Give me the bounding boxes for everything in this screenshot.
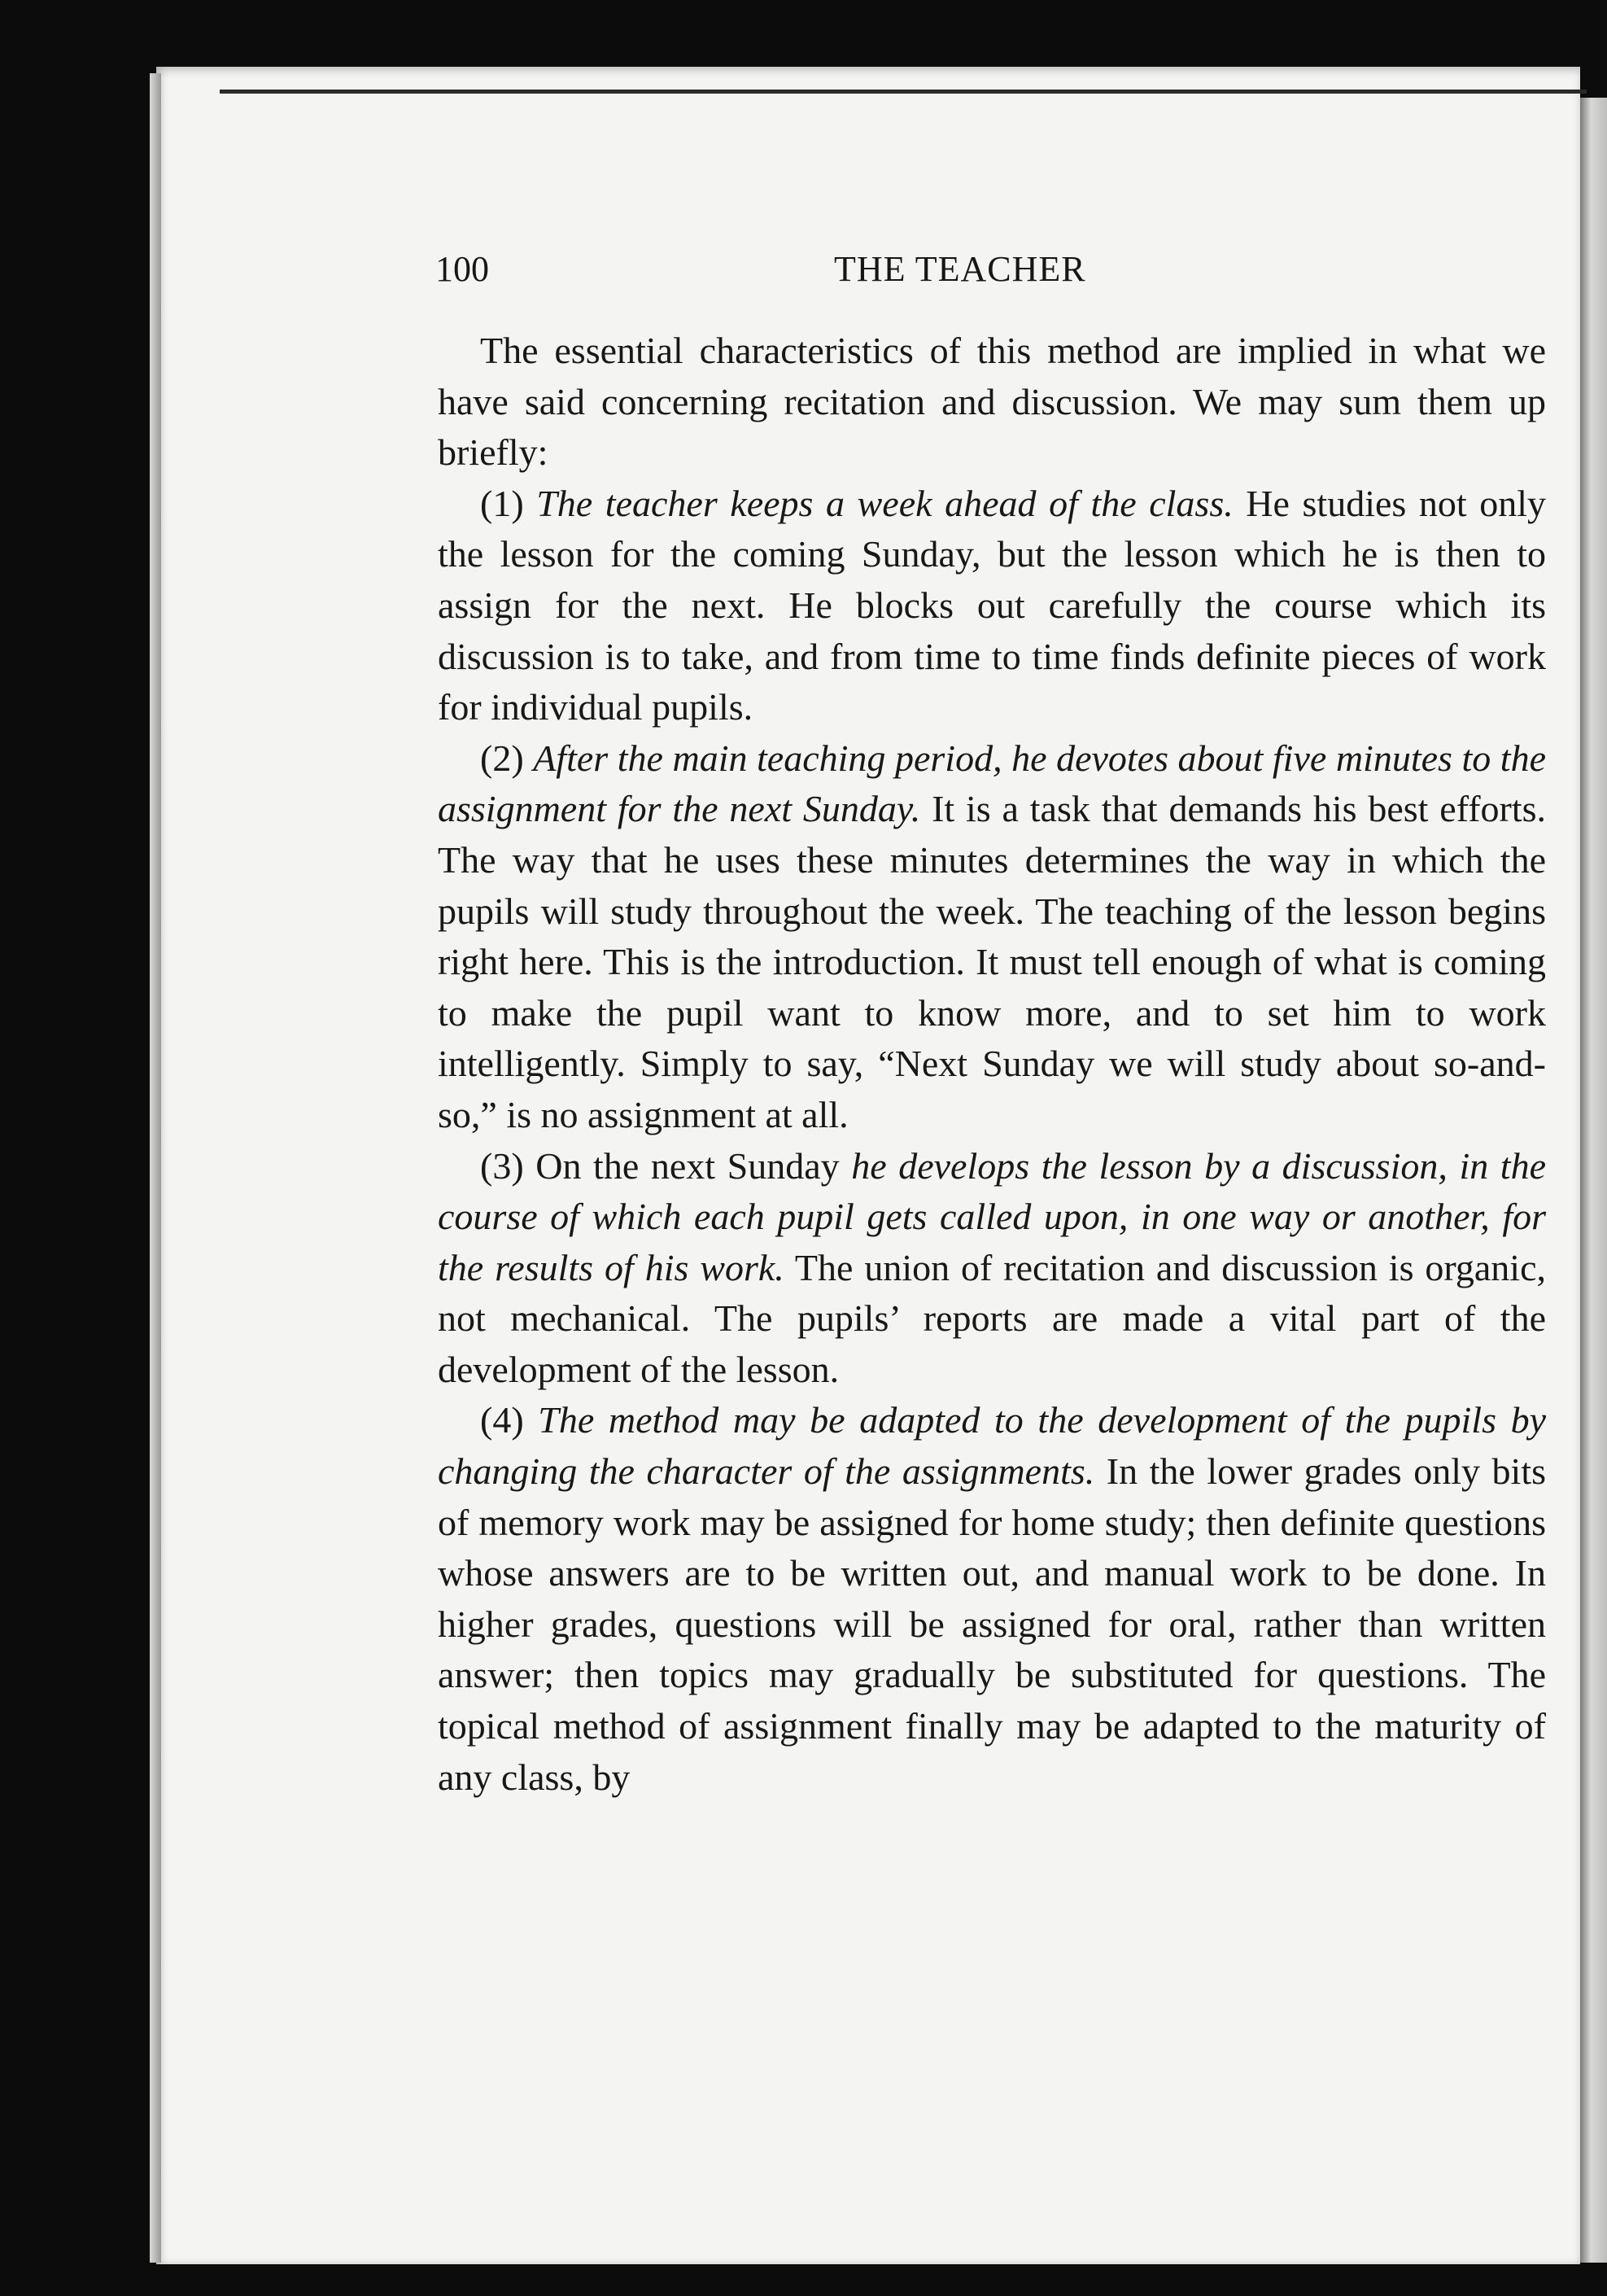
point-3-lead: he develops the lesson by a discussion, in the course of which each pupil gets called upon, in one way or another, for the results of his work. [438,1144,1547,1288]
point-1-paragraph [438,479,1546,733]
page-left-edge [150,73,161,2263]
point-3-number: (3) [480,1144,524,1187]
point-4-paragraph [438,1395,1546,1803]
intro-paragraph: The essential characteristics of this method are implied in what we have said concerning recitation and discussion. We may sum them up briefly: [438,330,1546,474]
point-3-text: The union of recitation and discussion is organic, not mechanical. The pupils’ reports are made a vital part of the development of the lesson. [438,1246,1547,1390]
point-3-paragraph [438,1141,1546,1396]
running-head: THE TEACHER [834,249,1086,289]
point-2-paragraph [438,733,1546,1141]
point-1-text: He studies not only the lesson for the coming Sunday, but the lesson which he is then to assign for the next. He blocks out carefully the course which its discussion is to take, and from time to time finds definite pieces of work for individual pupils. [438,482,1546,728]
point-3-pre: On the next Sunday [535,1144,840,1187]
point-4-number: (4) [480,1399,524,1441]
point-4-lead: The method may be adapted to the development of the pupils by changing the character of the assignments. [438,1399,1547,1493]
point-1-number: (1) [480,482,524,524]
point-2-number: (2) [480,737,524,779]
page-header [435,248,1135,297]
point-4-text: In the lower grades only bits of memory work may be assigned for home study; then definite questions whose answers are to be written out, and manual work to be done. In higher grades, questions will be assigned for oral, rather than written answer; then topics may gradually be substituted for questions. The topical method of assignment finally may be adapted to the maturity of any class, by [438,1450,1546,1798]
body-text [438,326,1546,1803]
point-2-lead: After the main teaching period, he devotes about five minutes to the assignment for the next Sunday. [438,737,1547,830]
point-1-lead: The teacher keeps a week ahead of the class. [536,482,1234,524]
page-top-edge [220,90,1587,94]
page-number: 100 [435,249,489,289]
point-2-text: It is a task that demands his best efforts. The way that he uses these minutes determines the way in which the pupils will study throughout the week. The teaching of the lesson begins right here. This is the introduction. It must tell enough of what is coming to make the pupil want to know more, and to set him to work intelligently. Simply to say, “Next Sunday we will study about so-and-so,” is no assignment at all. [438,788,1547,1135]
page-right-edge [1580,98,1607,2263]
